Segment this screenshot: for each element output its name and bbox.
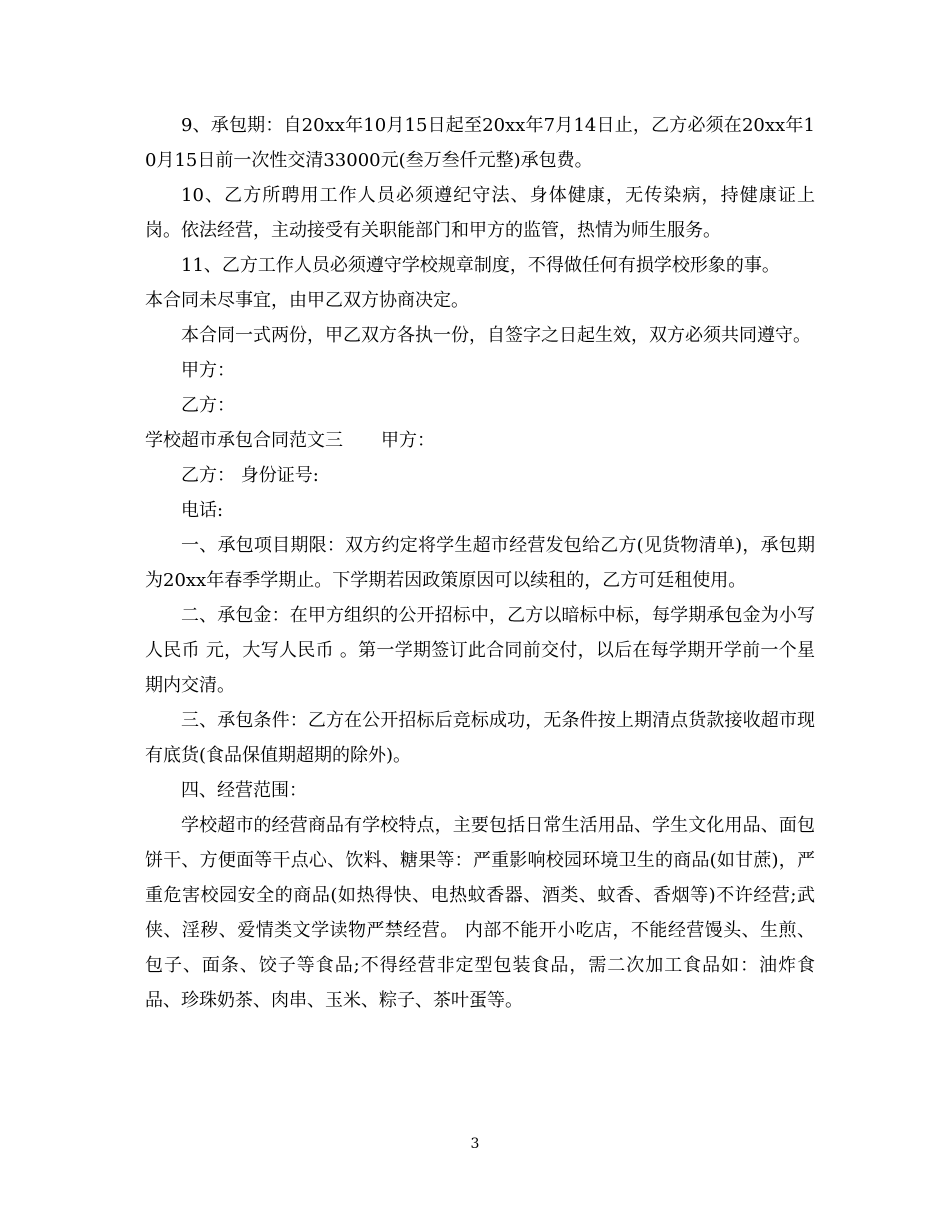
contract-heading-line <box>145 423 815 458</box>
document-body <box>145 108 815 1018</box>
section-2-fee: 二、承包金：在甲方组织的公开招标中，乙方以暗标中标，每学期承包金为小写人民币 元，大写人民币 。第一学期签订此合同前交付，以后在每学期开学前一个星期内交清。 <box>145 605 815 696</box>
unresolved-matters-clause: 本合同未尽事宜，由甲乙双方协商决定。 <box>145 290 469 311</box>
clause-9-contract-period: 9、承包期：自20xx年10月15日起至20xx年7月14日止，乙方必须在20xx年10月15日前一次性交清33000元(叁万叁仟元整)承包费。 <box>145 115 815 171</box>
section-3-conditions: 三、承包条件：乙方在公开招标后竞标成功，无条件按上期清点货款接收超市现有底货(食品保值期超期的除外)。 <box>145 710 815 766</box>
contract-party-a-label: 甲方： <box>381 430 435 451</box>
party-b-id-line: 乙方： 身份证号: <box>181 465 319 486</box>
phone-line: 电话: <box>181 500 224 521</box>
section-4-scope-heading: 四、经营范围： <box>181 780 307 801</box>
signature-party-a: 甲方： <box>181 360 235 381</box>
section-4-scope-details: 学校超市的经营商品有学校特点，主要包括日常生活用品、学生文化用品、面包饼干、方便面等干点心、饮料、糖果等：严重影响校园环境卫生的商品(如甘蔗)，严重危害校园安全的商品(如热得快、电热蚊香器、酒类、蚊香、香烟等)不许经营;武侠、淫秽、爱情类文学读物严禁经营。 内部不能开小吃店，不能经营馒头、生煎、包子、面条、饺子等食品;不得经营非定型包装食品，需二次加工食品如：油炸食品、珍珠奶茶、肉串、玉米、粽子、茶叶蛋等。 <box>145 815 815 1011</box>
clause-11-school-rules: 11、乙方工作人员必须遵守学校规章制度，不得做任何有损学校形象的事。 <box>181 255 780 276</box>
section-1-term: 一、承包项目期限：双方约定将学生超市经营发包给乙方(见货物清单)，承包期为20xx年春季学期止。下学期若因政策原因可以续租的，乙方可廷租使用。 <box>145 535 815 591</box>
copies-clause: 本合同一式两份，甲乙双方各执一份，自签字之日起生效，双方必须共同遵守。 <box>181 325 811 346</box>
contract-title: 学校超市承包合同范文三 <box>145 430 343 451</box>
page-number: 3 <box>470 1136 480 1152</box>
clause-10-staff-requirements: 10、乙方所聘用工作人员必须遵纪守法、身体健康，无传染病，持健康证上岗。依法经营，主动接受有关职能部门和甲方的监管，热情为师生服务。 <box>145 185 815 241</box>
signature-party-b: 乙方： <box>181 395 235 416</box>
